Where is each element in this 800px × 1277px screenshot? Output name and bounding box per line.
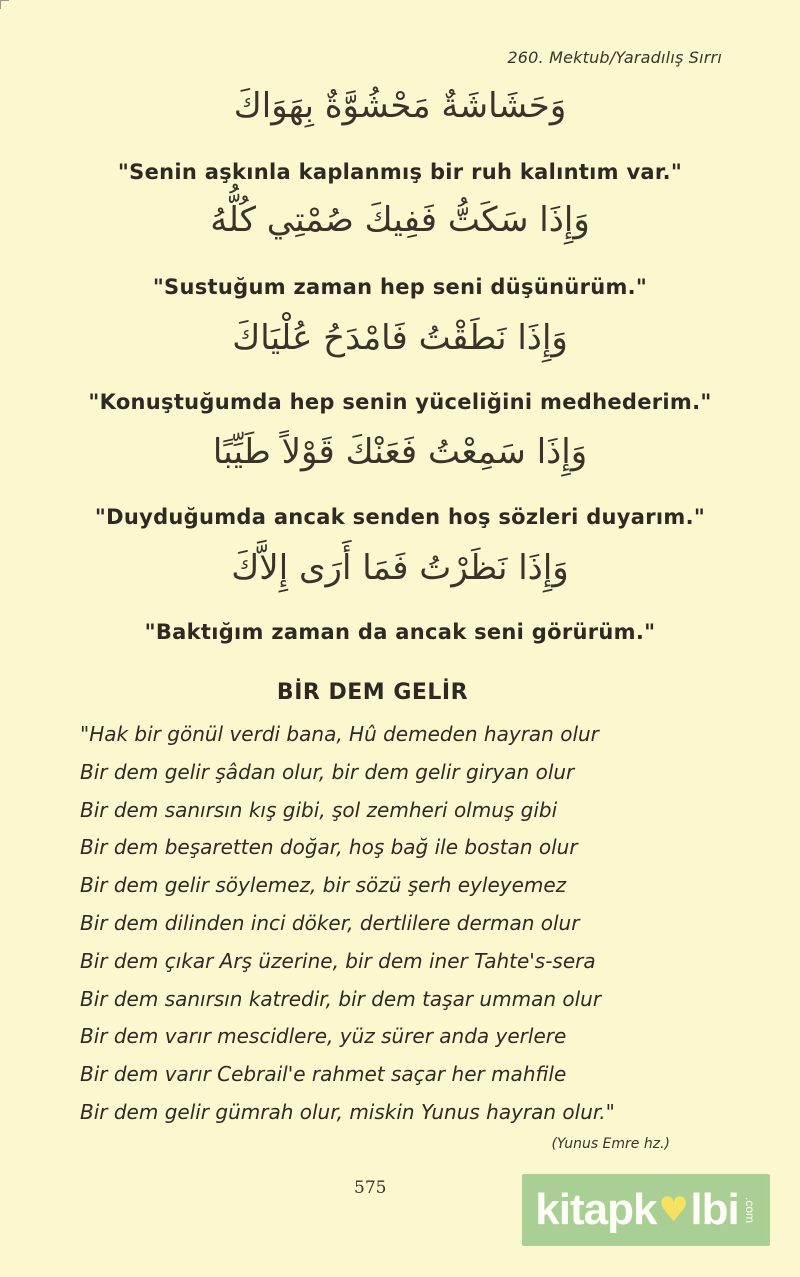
arabic-verse-5: وَإِذَا نَظَرْتُ فَمَا أَرَى إِلاَّكَ — [231, 548, 569, 588]
poem-line: Bir dem çıkar Arş üzerine, bir dem iner Tahte's-sera — [80, 948, 596, 973]
poem-attribution: (Yunus Emre hz.) — [551, 1136, 670, 1152]
poem-line: Bir dem dilinden inci döker, dertlilere derman olur — [80, 910, 580, 935]
verse-translation-4: "Duyduğumda ancak senden hoş sözleri duyarım." — [94, 505, 706, 529]
verse-translation-5: "Baktığım zaman da ancak seni görürüm." — [144, 620, 656, 644]
poem-line: Bir dem varır mescidlere, yüz sürer anda yerlere — [80, 1024, 567, 1049]
running-header: 260. Mektub/Yaradılış Sırrı — [507, 48, 722, 67]
poem-line: Bir dem gelir söylemez, bir sözü şerh eyleyemez — [80, 873, 567, 898]
arabic-verse-3: وَإِذَا نَطَقْتُ فَامْدَحُ عُلْيَاكَ — [232, 318, 568, 358]
poem-line: "Hak bir gönül verdi bana, Hû demeden hayran olur — [80, 722, 599, 746]
poem-line: Bir dem beşaretten doğar, hoş bağ ile bostan olur — [80, 835, 578, 860]
poem-line: Bir dem sanırsın kış gibi, şol zemheri olmuş gibi — [80, 797, 558, 822]
arabic-verse-4: وَإِذَا سَمِعْتُ فَعَنْكَ قَوْلاً طَيِّبًا — [212, 432, 588, 472]
heart-icon: ♥ — [658, 1190, 689, 1230]
watermark-suffix: .com — [742, 1196, 757, 1223]
verse-translation-2: "Sustuğum zaman hep seni düşünürüm." — [152, 275, 648, 299]
poem-line: Bir dem gelir gümrah olur, miskin Yunus hayran olur." — [80, 1099, 615, 1124]
poem-line: Bir dem varır Cebrail'e rahmet saçar her mahfile — [80, 1062, 567, 1087]
arabic-verse-2: وَإِذَا سَكَتُّ فَفِيكَ صُمْتِي كُلُّهُ — [210, 200, 590, 240]
watermark-text-left: kitapk — [535, 1185, 657, 1234]
poem-line: Bir dem gelir şâdan olur, bir dem gelir giryan olur — [80, 759, 575, 784]
watermark-text-right: lbi — [690, 1185, 739, 1234]
arabic-verse-1: وَحَشَاشَةٌ مَحْشُوَّةٌ بِهَوَاكَ — [233, 86, 567, 126]
section-title: BİR DEM GELİR — [276, 680, 469, 705]
poem-line: Bir dem sanırsın katredir, bir dem taşar umman olur — [80, 986, 602, 1011]
page-number: 575 — [354, 1178, 387, 1198]
verse-translation-1: "Senin aşkınla kaplanmış bir ruh kalıntım var." — [117, 160, 683, 184]
poem — [80, 718, 720, 1134]
verse-translation-3: "Konuştuğumda hep senin yüceliğini medhederim." — [88, 390, 712, 414]
page-corner-mark — [0, 0, 9, 9]
watermark-logo — [522, 1174, 770, 1246]
